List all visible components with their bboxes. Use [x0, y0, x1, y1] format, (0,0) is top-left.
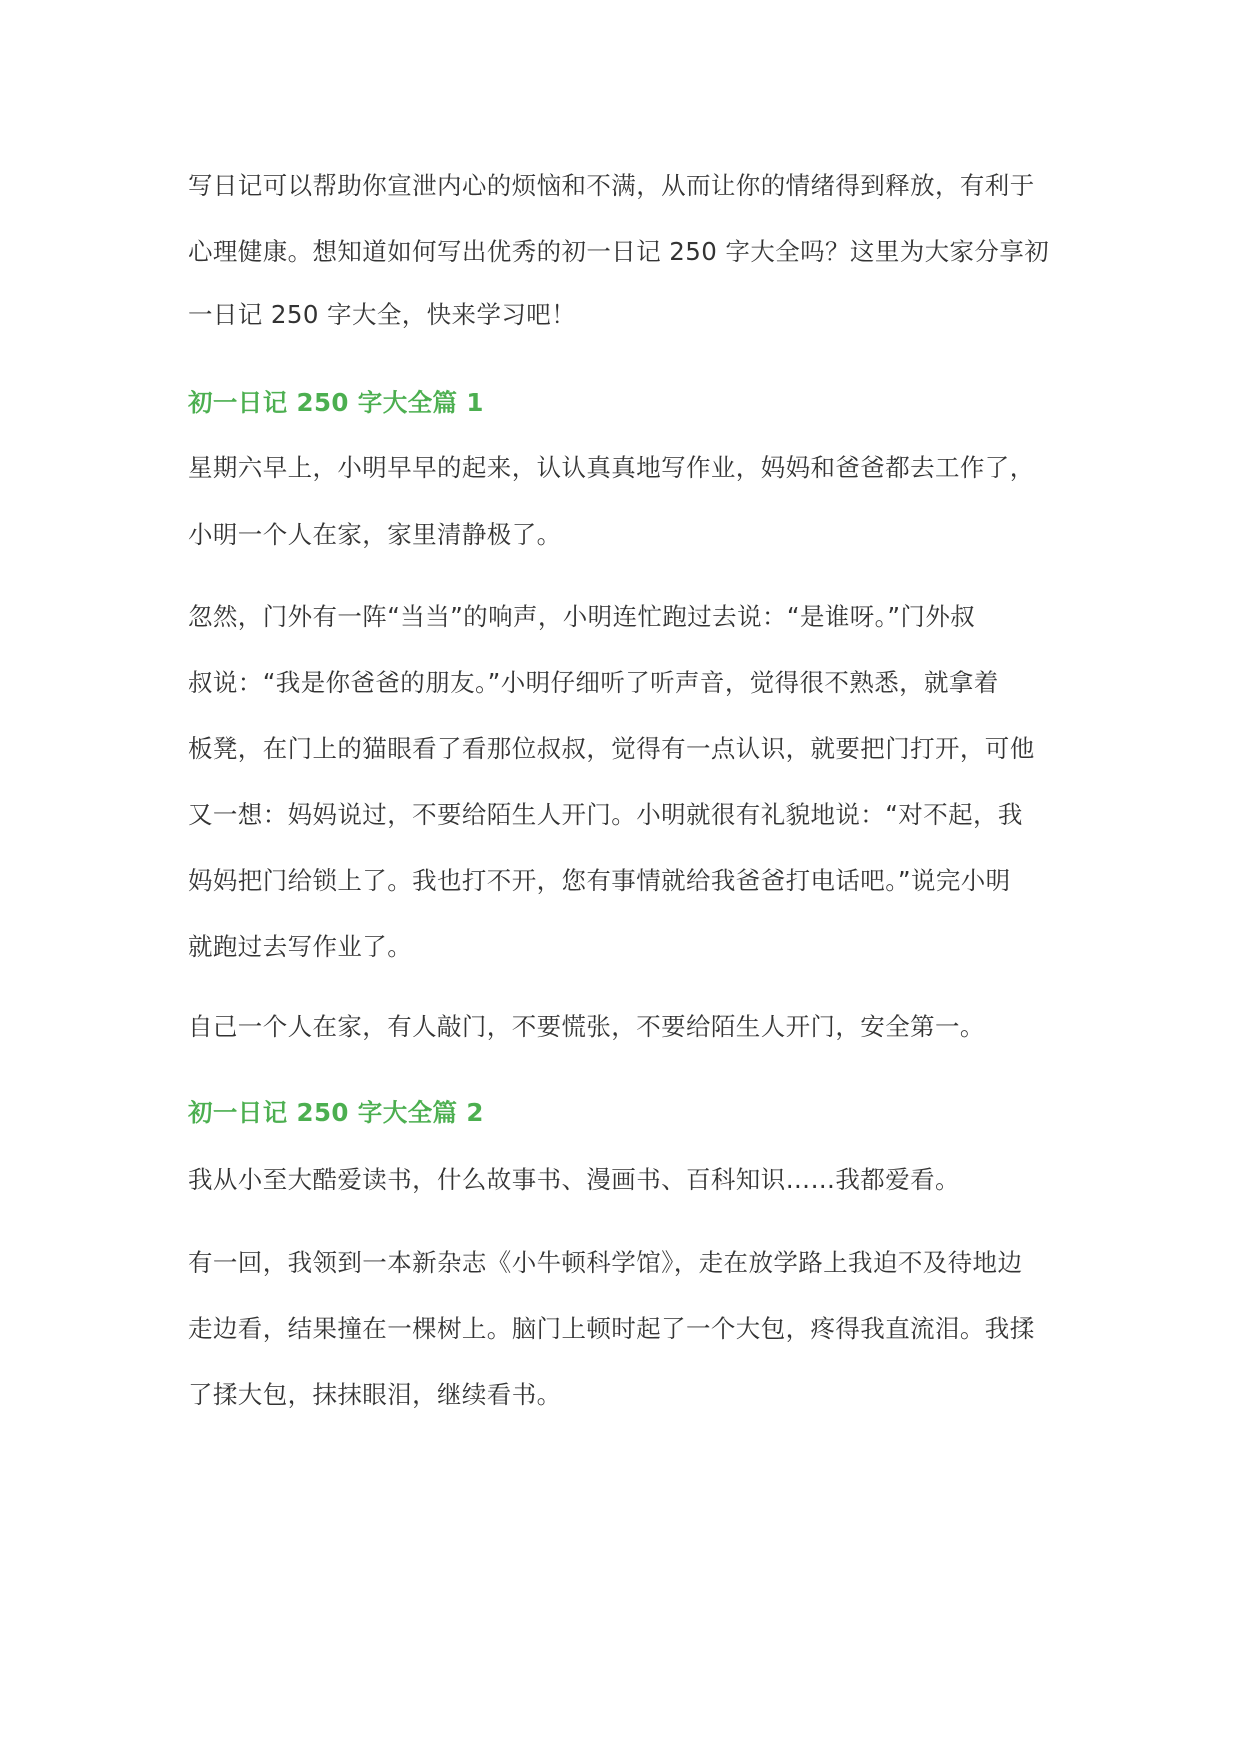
- text-line: 心理健康。想知道如何写出优秀的初一日记 250 字大全吗？这里为大家分享初: [188, 237, 1050, 266]
- text-line: 星期六早上，小明早早的起来，认认真真地写作业，妈妈和爸爸都去工作了，: [188, 453, 1035, 482]
- text-line: 妈妈把门给锁上了。我也打不开，您有事情就给我爸爸打电话吧。”说完小明: [188, 866, 1011, 895]
- text-line: 有一回，我领到一本新杂志《小牛顿科学馆》，走在放学路上我迫不及待地边: [188, 1248, 1023, 1277]
- text-line: 我从小至大酷爱读书，什么故事书、漫画书、百科知识……我都爱看。: [188, 1165, 960, 1194]
- section-heading: 初一日记 250 字大全篇 1: [188, 388, 484, 417]
- text-line: 板凳，在门上的猫眼看了看那位叔叔，觉得有一点认识，就要把门打开，可他: [188, 734, 1035, 763]
- text-line: 忽然，门外有一阵“当当”的响声，小明连忙跑过去说：“是谁呀。”门外叔: [188, 602, 976, 631]
- text-line: 写日记可以帮助你宣泄内心的烦恼和不满，从而让你的情绪得到释放，有利于: [188, 171, 1035, 200]
- section-heading: 初一日记 250 字大全篇 2: [188, 1098, 484, 1127]
- text-line: 一日记 250 字大全，快来学习吧！: [188, 300, 577, 329]
- text-line: 走边看，结果撞在一棵树上。脑门上顿时起了一个大包，疼得我直流泪。我揉: [188, 1314, 1035, 1343]
- text-line: 叔说：“我是你爸爸的朋友。”小明仔细听了听声音，觉得很不熟悉，就拿着: [188, 668, 999, 697]
- text-line: 自己一个人在家，有人敲门，不要慌张，不要给陌生人开门，安全第一。: [188, 1012, 985, 1041]
- text-line: 就跑过去写作业了。: [188, 932, 413, 961]
- text-line: 又一想：妈妈说过，不要给陌生人开门。小明就很有礼貌地说：“对不起，我: [188, 800, 1023, 829]
- text-line: 小明一个人在家，家里清静极了。: [188, 520, 562, 549]
- text-line: 了揉大包，抹抹眼泪，继续看书。: [188, 1380, 562, 1409]
